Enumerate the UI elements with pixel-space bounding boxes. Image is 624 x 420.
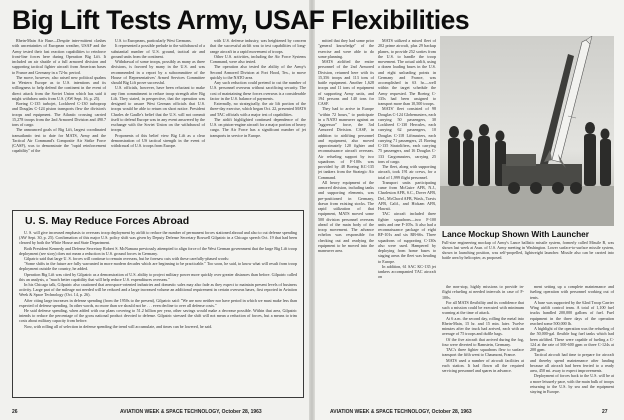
- article-column-4: [318, 38, 374, 402]
- sidebar-paragraph: After citing large increases in defense spending (from the 1950s to the present), Gilpatric said: "We are now neither nor have period in which we must make less than expected of defense spending. In other words, no more than we should not be . . . even decline to over all defense costs.": [19, 297, 297, 308]
- column-paragraph: In addition, 61 SAC KC-135 jet tankers accompanied TAC aircraft on: [378, 263, 436, 280]
- article-column-3: [210, 38, 306, 206]
- column-paragraph: TAC's three fighter squadrons flew to surface transport the fifth went to Chaumont, France.: [442, 347, 524, 358]
- left-footer-text: AVIATION WEEK & SPACE TECHNOLOGY, October 28, 1963: [120, 409, 262, 415]
- column-paragraph: Other U.S. activities, including the Air Force Systems Command, were also tested.: [210, 53, 306, 64]
- sidebar-box: [12, 210, 304, 398]
- article-headline: Big Lift Tests Army, USAF Flexibilities: [12, 5, 470, 35]
- sidebar-paragraph: Operation Big Lift was cited by Gilpatric as a demonstration of U.S. ability to project military power more quickly over greater distances than before. Gilpatric called this an analysis, a "much better capability that will help reduce U.S. expenditures overseas.": [19, 271, 297, 282]
- column-paragraph: At 6 a.m. the second day, rolling the metal into Rhein-Main, 15 hr. and 15 min. later. Twelve minutes after the truck had arrived, each with an average of 75 troops and duffle bags.: [442, 315, 524, 337]
- column-paragraph: The airlift highlighted continued dependence of the U.S. on piston-engine aircraft for a major portion of heavy cargo. The Air Force has a significant number of jet transports in service in Europe.: [210, 116, 306, 138]
- column-paragraph: It represented a possible prelude to the withdrawal of a substantial number of U.S. ground, tactical air and ground units from the continent.: [111, 43, 205, 59]
- article-column-5: [378, 38, 436, 402]
- column-paragraph: Any such reduction could pretend to cut the number of U.S. personnel overseas without sacrificing security. The cost of maintaining these forces overseas is a considerable factor in the U.S. balance of payments.: [210, 80, 306, 101]
- article-column-2: [111, 38, 205, 206]
- page-gutter: [309, 0, 315, 420]
- column-paragraph: Transport units participating came from McGuire AFB, N.J., Charleston AFB, S.C., Dover AFB, Del., McChord AFB, Wash., Travis AFB, Calif., and Hickam AFB, Hawaii.: [378, 179, 436, 211]
- sidebar-body: [19, 230, 297, 329]
- sidebar-paragraph: U. S. will give increased emphasis to overseas troop deployment by airlift to reduce the number of permanent forces stationed abroad and also to cut defense spending (AW Sept. 30, p. 25). Confirmation of this major U.S. policy shift was given by Deputy Defense Secretary Roswell Gilpatric in a Chicago speech Oct. 19 that had been cleared by both the White House and State Department.: [19, 230, 297, 246]
- column-paragraph: Externally, no strategically, the air lift portion of the three-day exercise, which began Oct. 22, presented MATS and TAC officials with a major test of capabilities.: [210, 101, 306, 117]
- column-paragraph: MATS used a number of aircraft facilities at each station. It had flown all the required servicing personnel and spares in advance.: [442, 357, 524, 373]
- column-paragraph: Tactical aircraft had time to prepare for aircraft and thereby spend maintenance after landing because all aircraft had been ferried to a ready area, 450 mi. away to expect improvements.: [530, 352, 614, 373]
- article-column-1: [12, 38, 106, 206]
- column-paragraph: Of the five aircraft that arrived during the fog, four were diverted to Ramstein, Germany.: [442, 336, 524, 347]
- photo-caption: Full-size engineering mockup of Army's Lance ballistic missile system, formerly called Missile B, was shown last week at Assn. of U.S. Army meeting in Washington. Lower surface-to-surface missile system, shown in launching position, was self-propelled, lightweight launcher. Missile also can be carried into battle area by helicopter, as proposed.: [442, 240, 614, 260]
- missile-photo: [440, 36, 614, 226]
- column-paragraph: The announced goals of Big Lift, largest coordinated transatlantic test to date for MATS, Army and the Tactical Air Command's Composite Air Strike Force (CASF), was to demonstrate the "rapid reinforcement capability" of the: [12, 127, 106, 154]
- column-paragraph: with U.S. defense industry, was heightened by concern that the successful airlift was to test capabilities of long-range aircraft in a rapid movement of troops.: [210, 38, 306, 54]
- column-paragraph: All heavy equipment of the armored division, including tanks and supporting elements, was pre-positioned in Germany, drawn from existing stocks. The rapid utilization of that equipment, MATS moved some 500 division personnel overseas ahead of the main body of the troop movement. The advance echelon was responsible for checking out and readying the equipment to be moved into the maneuver area.: [318, 179, 374, 253]
- sidebar-paragraph: Now, with rolling all of selection in defense spending the trend will accumulate, and times can be lowered, he said.: [24, 323, 213, 329]
- column-paragraph: MATS airlifted the entire personnel of the 2nd Armored Division, returned here with its 15,356 troops and 113 tons of battle equipment. Another 1,628 troops and 11 tons of equipment of supporting Army units, and 194 persons and 140 tons for CASF.: [318, 59, 374, 106]
- column-paragraph: Proponents of this belief view Big Lift as a clear demonstration of US tactical strength in the event of withdrawal of U.S. troops from Europe.: [111, 132, 205, 148]
- column-paragraph: MATS' fleet consisted of 98 Douglas C-124 Globemasters, each carrying 50 passengers, 30 Lockheed C-130 Hercules, each carrying 62 passengers, 10 Douglas C-118 Liftmasters, each carrying 71 passengers, 21 Boeing C-135 Stratolifters, each carrying 75 passengers, and 16 Douglas C-133 Cargomasters, carrying 25 tons of cargo.: [378, 106, 436, 164]
- column-paragraph: A base was supported by the 62nd Troop Carrier Wing airlift control team. A total of 1,100 fuel trucks handled 200,000 gallons of fuel. Fuel equipment in the three days of the operation reached some 500,000 lb.: [530, 299, 614, 326]
- column-paragraph: the non-stop, highly missions to provide in-flight refueling at needed intervals in case of F-100s.: [442, 284, 524, 300]
- sidebar-paragraph: He said defense spending, when added with our plans covering to 51.2 billion per year, other savings would make a decrease possible. Within that area, Gilpatric intends to reduce the percentage of the gross national product devoted to defense. Gilpatric stressed the shift will not mean a reduction of forces, but a means to trim costs about military capacity from before.: [19, 308, 297, 324]
- column-paragraph: Withdrawal of some troops, possibly as many as three divisions, is favored by many in the U.S. and was recommended in a report by a subcommittee of the House of Representatives' Armed Services Committee should Big Lift prove successful.: [111, 59, 205, 85]
- left-page-number: 26: [12, 409, 18, 415]
- column-paragraph: The fleet, along with supporting aircraft, took 191 air crews, for a total of 1,999 flight personnel.: [378, 164, 436, 180]
- sidebar-paragraph: In his Chicago talk, Gilpatric also cautioned that aerospace-oriented industries and domestic sales may also fade as they expect to maintain present levels of business activity. Large part of the mileage not needed will be reduced and a large increased volume an additional requirement in certain overseas bases, first reported in Aviation Week & Space Technology (Oct. 14, p. 26).: [19, 282, 297, 298]
- sidebar-paragraph: "Some shifts in the future are fully warranted in more modern decades which are beginning to be practicable." Too soon, he said, to know what will result from troop deployment outside the country, he added.: [19, 261, 297, 272]
- sidebar-title: U. S. May Reduce Forces Abroad: [25, 215, 190, 227]
- right-footer-text: AVIATION WEEK & SPACE TECHNOLOGY, October 28, 1963: [330, 409, 472, 415]
- missile-launcher-illustration: [440, 36, 614, 226]
- column-paragraph: The operation also tested the ability of the Army's Second Armored Division at Fort Hood, Tex., to move quickly to the NATO area.: [210, 64, 306, 80]
- article-column-7: [530, 284, 614, 402]
- photo-caption-title: Lance Mockup Shown With Launcher: [442, 229, 589, 239]
- column-paragraph: For all MATS flexibility and its confidence that such a mission could be executed with minimum warning at the time of attack.: [442, 299, 524, 316]
- column-paragraph: Rhein-Main Air Base—Despite inter-mittent clashes with uncertainties of European weather, USAF and the Army tested their fast reaction capabilities to reinforce front-line forces here during Operation Big Lift. It included an air shuttle of a full armored division and supporting tactical fighter aircraft from American bases to France and Germany in a 72-hr. period.: [12, 38, 106, 75]
- sidebar-paragraph: Both President Kennedy and Defense Secretary Robert S. McNamara previously attempted to align force of the West German government that the large Big Lift troop deployment (see story) does not mean a reduction in U.S. ground forces in Germany.: [19, 245, 297, 256]
- column-paragraph: Boeing C-135 turbojet, Lockheed C-130 turboprop and Douglas C-124 piston transports flew the division's troops and equipment. The Atlantic crossing carried 15,278 troops from the 2nd Armored Division and 490.7 tons of cargo.: [12, 101, 106, 127]
- column-paragraph: U.S. officials, however, have been reluctant to make any firm commitment to reduce troop strength after Big Lift. They stated, in perspective, that the operation was designed to assure West German officials that U.S. troops would be able to return on short notice. President Charles de Gaulle's belief that the U.S. will not commit itself to defend Europe was in any event answered by the exchange with the Soviet Union on the withdrawal of troops.: [111, 85, 205, 133]
- column-paragraph: A highlight of the operation was the refueling of the 50,000-gal. flexible bag fuel tanks which had been airlifted. These were capable of fueling a C-124 at the rate of 500-600 gpm or three C-124s at 200 gpm.: [530, 326, 614, 352]
- column-paragraph: ment setting up a complete maintenance and fueling operation with personnel working out of tents.: [530, 284, 614, 300]
- column-paragraph: mitted that they had some prior "general knowledge" of the exercise and were able to do some planning.: [318, 38, 374, 59]
- column-paragraph: Deployment of forces back to the U.S. will be at a more leisurely pace, with the main bulk of troops returning to the U.S. by sea and the equipment staying in Europe.: [530, 373, 614, 394]
- right-page-number: 27: [602, 409, 608, 415]
- column-paragraph: They had to arrive in Europe "within 72 hours," to participate in a NATO maneuver against an "aggressor" force, the 3rd Armored Division. CASF, in addition to airlifting personnel and equipment, also moved approximately 120 fighter and reconnaissance aircraft overseas. Air refueling support by two squadrons of F-100s was provided by 48 Boeing KC-135 jet tankers from the Strategic Air Command.: [318, 106, 374, 180]
- article-column-6: [442, 284, 524, 402]
- sidebar-paragraph: Gilpatric said that large U. S. forces will continue to remain overseas, but he foresaw cuts with these carefully-phased words:: [24, 256, 230, 262]
- column-paragraph: U.S. to Europeans, particularly West Germans.: [115, 38, 192, 43]
- column-paragraph: MATS utilized a mixed fleet of 202 prime aircraft, plus 29 backup planes, to provide 252 sorties from the U.S. to handle the troop movement. The actual airlift, using a dozen loading bases in the U.S. and eight unloading points in Germany and France, was accomplished in 63 hr.—well within the target schedule the Army requested. The Boeing C-135s had been assigned to transport more than 10,500 troops.: [378, 38, 436, 106]
- column-paragraph: The move, however, also raised new political qualms in Western Europe as to U.S. intentions and its willingness to help defend the continent in the event of direct attack from the Soviet Union which has said it might withdraw units from U.S. (AW Sept. 16, p. 25).: [12, 74, 106, 101]
- column-paragraph: TAC aircraft included three fighter squadrons—two F-100 units and one F-105s. It also had a reconnaissance package of eight RF-101s and six RB-66s. Three squadrons of supporting C-130s also were used. Hampered by deploying from home bases to staging areas the fleet was heading to Europe.: [378, 211, 436, 264]
